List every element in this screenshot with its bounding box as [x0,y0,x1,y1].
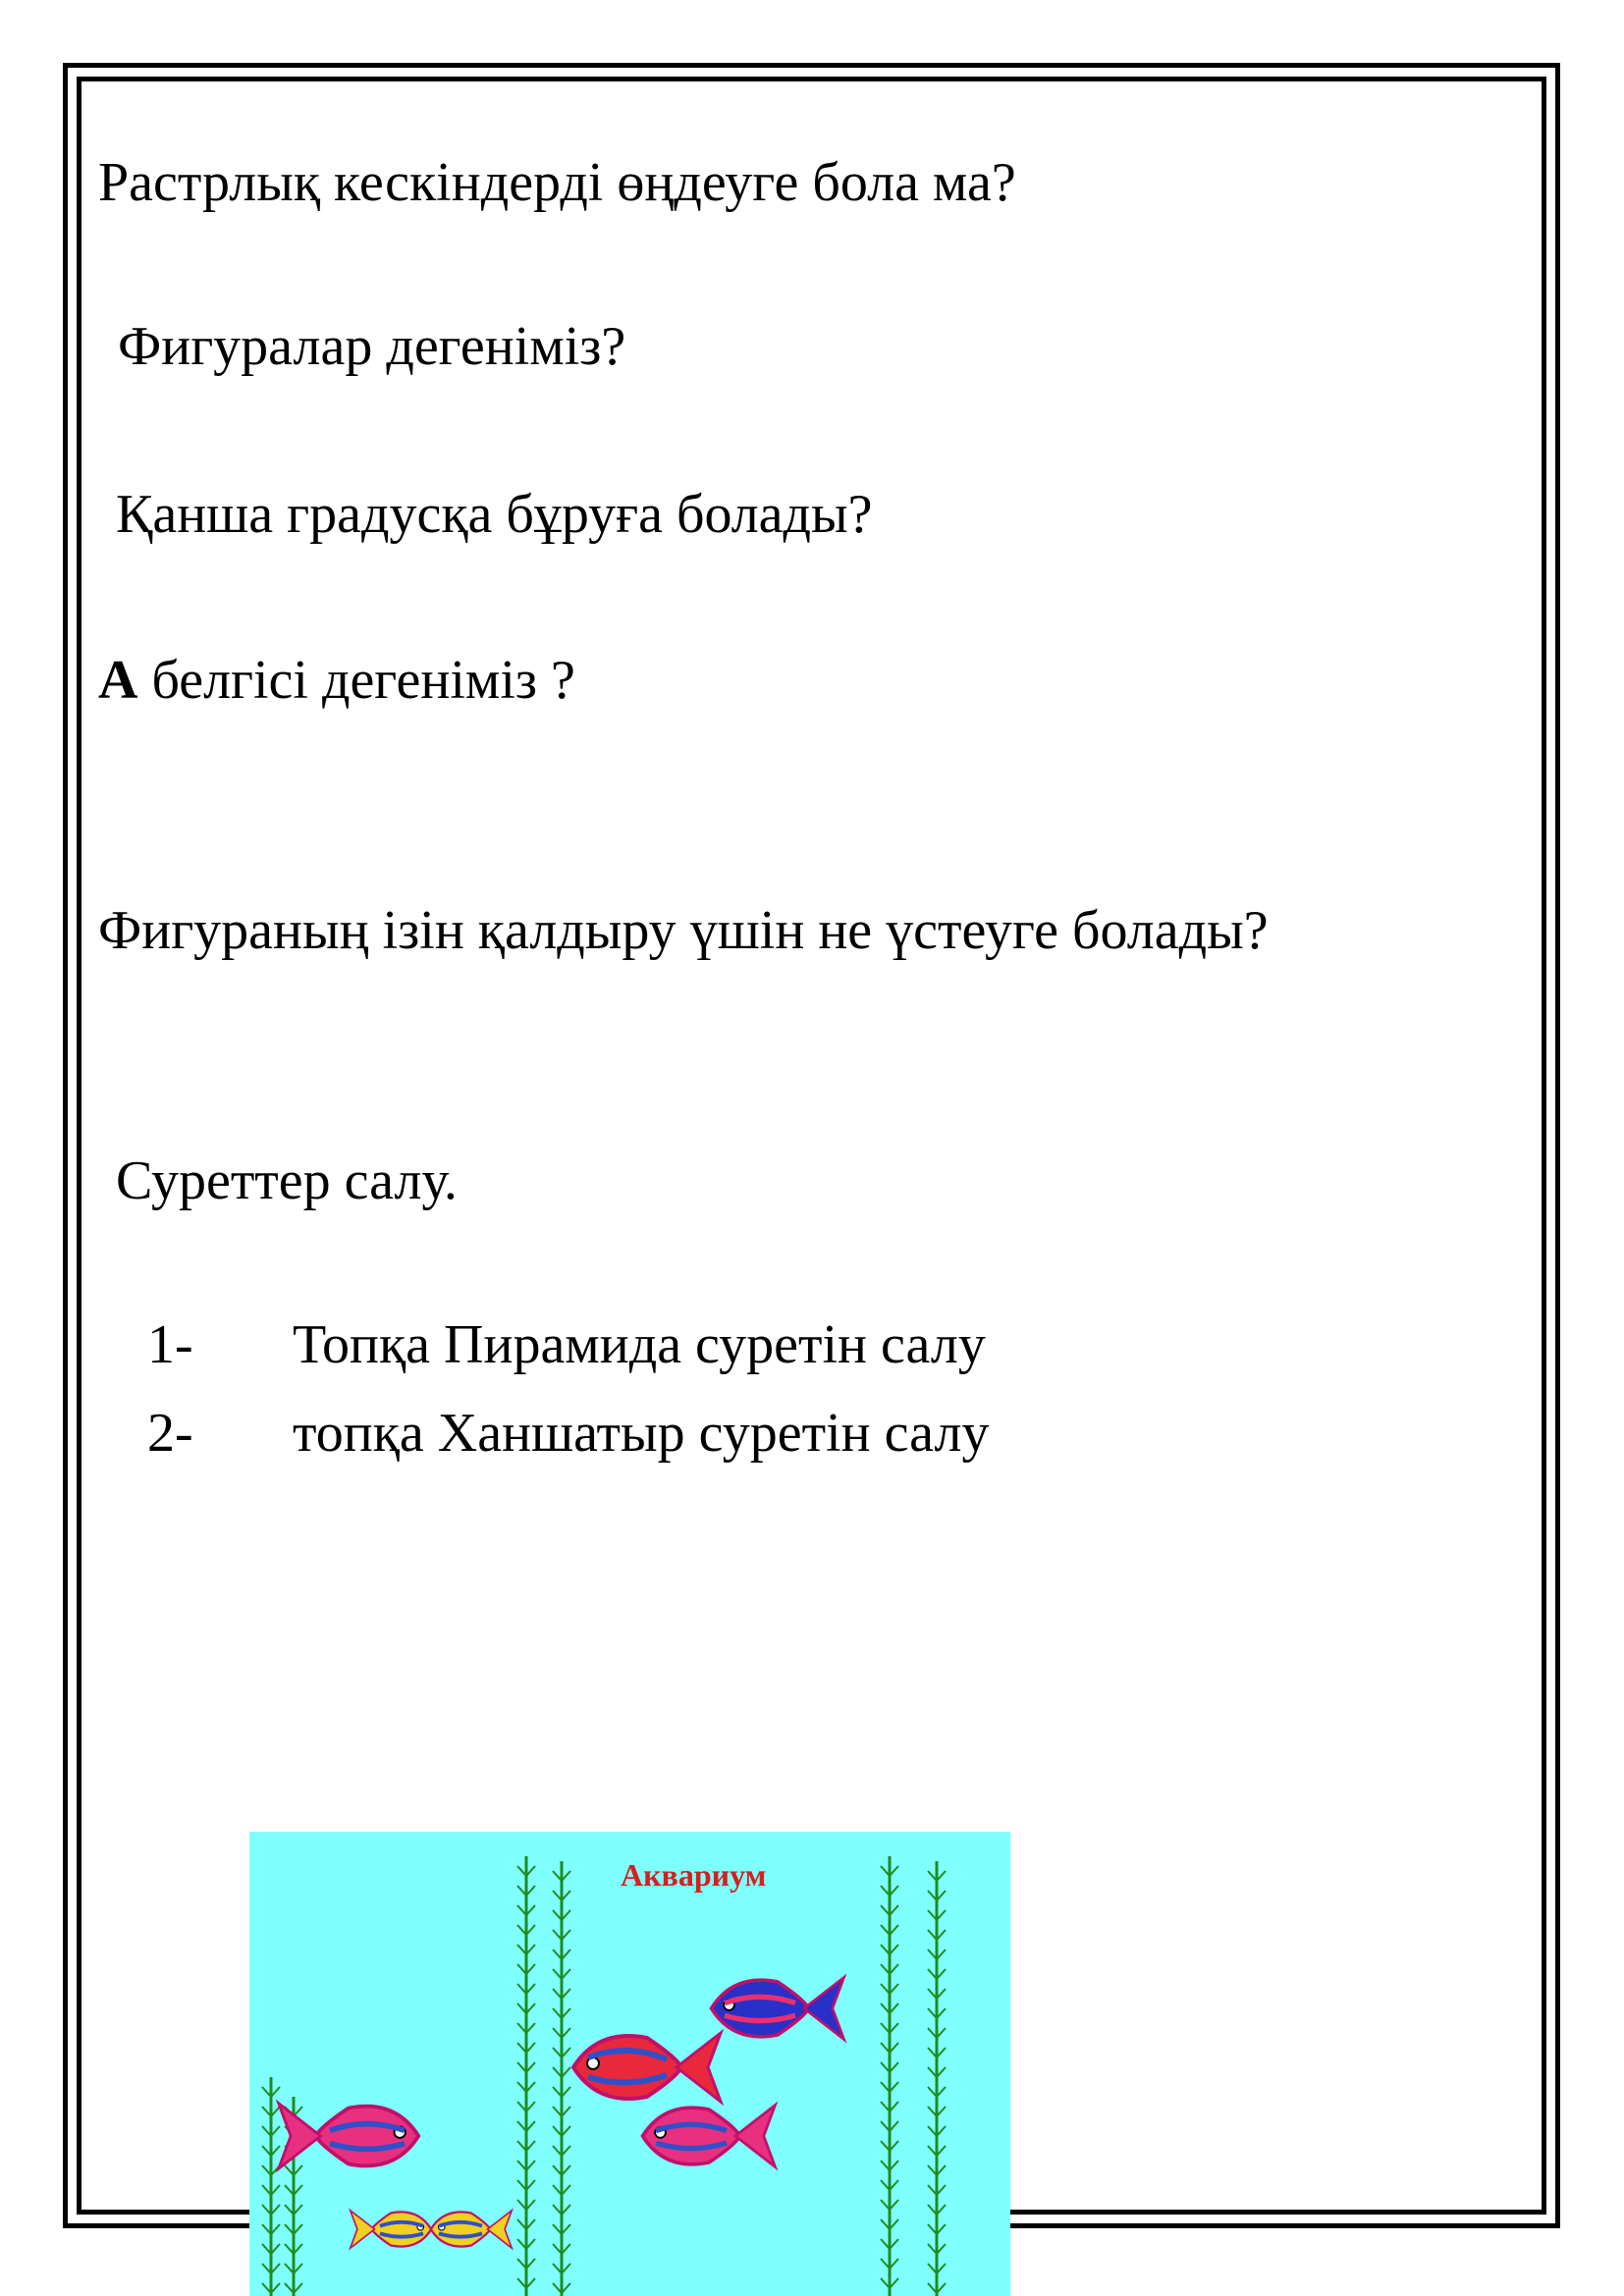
question-figure-trace: Фигураның ізін қалдыру үшін не үстеуге болады? [98,900,1269,961]
fish-red [573,2033,721,2102]
question-rotation-degrees: Қанша градусқа бұруға болады? [116,484,873,545]
task-text: топқа Ханшатыр суретін салу [293,1403,990,1464]
question-a-sign: А белгісі дегеніміз ? [98,650,575,711]
fish-yellow-small [351,2211,432,2249]
task-number: 2- [147,1403,193,1464]
aquarium-picture: Аквариум [249,1832,1010,2296]
seaweed-right [881,1856,946,2296]
task-number: 1- [147,1314,193,1375]
fish-yellow-small-2 [431,2211,513,2249]
section-drawing-title: Суреттер салу. [116,1150,458,1211]
aquarium-drawing [249,1832,1010,2296]
question-raster-editing: Растрлық кескіндерді өңдеуге бола ма? [98,152,1016,213]
question-figures: Фигуралар дегеніміз? [118,316,626,377]
fish-pink-left [279,2104,419,2169]
fish-pink-right [643,2106,776,2167]
seaweed-center [517,1856,570,2296]
bold-letter-a: А [98,650,138,711]
fish-blue [712,1978,844,2040]
task-text: Топқа Пирамида суретін салу [293,1314,986,1375]
